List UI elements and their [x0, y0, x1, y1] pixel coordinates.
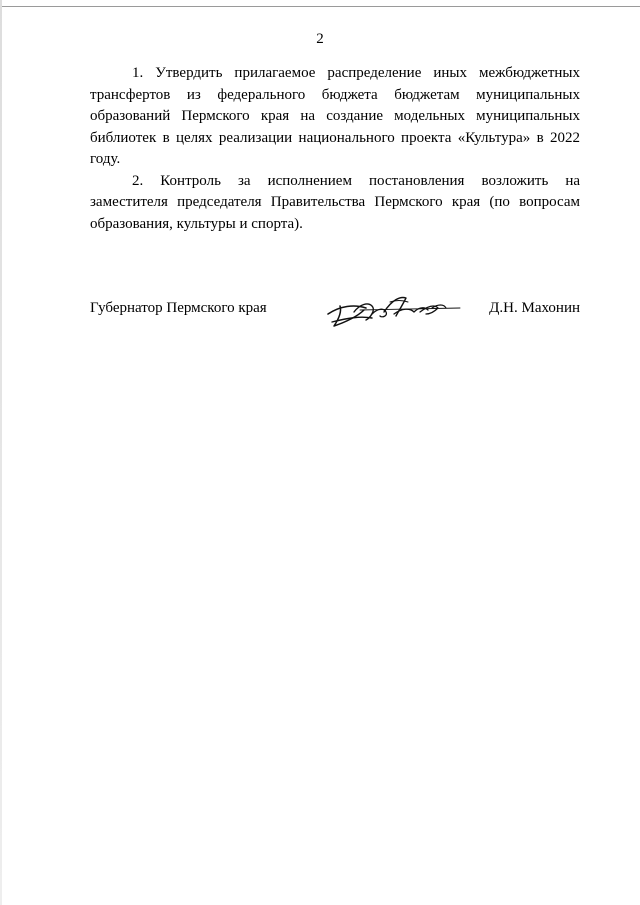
paragraph-2: 2. Контроль за исполнением постановления возложить на заместителя председателя Правительства Пермского края (по вопросам образования, культуры и спорта). — [90, 172, 580, 232]
handwritten-signature — [320, 292, 470, 330]
signer-name: Д.Н. Махонин — [489, 300, 580, 316]
document-body — [90, 63, 580, 235]
signer-title: Губернатор Пермского края — [90, 300, 267, 316]
signature-block — [90, 292, 580, 332]
page-number: 2 — [316, 31, 324, 47]
top-border-line — [0, 6, 640, 7]
scan-edge — [0, 0, 2, 905]
paragraph-1: 1. Утвердить прилагаемое распределение иных межбюджетных трансфертов из федерального бюджета бюджетам муниципальных образований Пермского края на создание модельных муниципальных библиотек в целях реализации национального проекта «Культура» в 2022 году. — [90, 65, 580, 167]
